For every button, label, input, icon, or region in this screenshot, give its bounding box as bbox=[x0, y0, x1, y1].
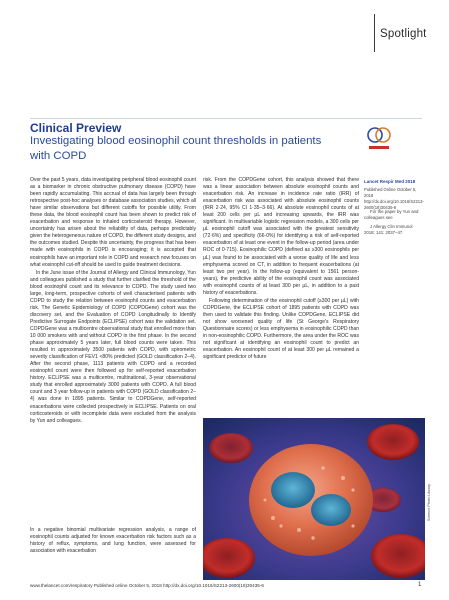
eosinophil-illustration bbox=[203, 418, 425, 580]
sidebar-meta: Published Online October 5, 2018 http://dx.doi.org/10.1016/S2213-2600(18)30435-6 bbox=[364, 187, 424, 210]
open-access-icon bbox=[366, 124, 392, 152]
image-credit: Science Photo Library bbox=[427, 484, 431, 522]
sidebar-ref: For the paper by Yun and colleagues see bbox=[364, 209, 419, 220]
header-rule bbox=[374, 14, 375, 52]
sidebar-refs bbox=[364, 209, 424, 239]
article-kicker: Clinical Preview bbox=[30, 121, 122, 135]
page-number: 1 bbox=[418, 582, 422, 588]
article-title: Investigating blood eosinophil count thresholds in patients with COPD bbox=[30, 135, 322, 162]
paragraph: Over the past 5 years, data investigating peripheral blood eosinophil count as a biomarker in chronic obstructive pulmonary disease (COPD) have been rapidly accumulating. This accrual of data has largely been through retrospective post-hoc analyses or database association studies, which all have similar observations but different cutoffs for possible utility. From these data, the blood eosinophil count has been shown to predict risk of exacerbation and response to inhaled corticosteroid therapy. However, uncertainty has arisen about the reliability of data, perhaps predictably given the heterogeneous nature of COPD, the different study designs, and the outcomes studied. Despite this uncertainty, the progress that has been made with eosinophils in COPD is encouraging; it is accepted that eosinophils have an important role in COPD and research now focuses on what eosinophil cut-off should be used to guide treatment decisions. bbox=[30, 177, 196, 268]
footer-text: www.thelancet.com/respiratory Published online October 5, 2018 http://dx.doi.org/10.1016/S2213-2600(18)30435-6 bbox=[30, 583, 264, 588]
kicker-divider bbox=[30, 118, 422, 119]
section-label: Spotlight bbox=[380, 28, 427, 40]
paragraph: In the June issue of the Journal of Allergy and Clinical Immunology, Yun and colleagues published a study that further clarified the threshold of the blood eosinophil count and its relevance to COPD. The study used two large, long-term, prospective cohorts of well characterised patients with COPD to study the relation between eosinophil counts and exacerbation risk. The Genetic Epidemiology of COPD (COPDGene) cohort was the discovery set, and the Evaluation of COPD Longitudinally to Identify Predictive Surrogate Endpoints (ECLIPSE) cohort was the validation set. COPDGene was a multicentre observational study that enrolled more than 10 000 smokers with and without COPD in the first phase. In the second phase approximately 5 years later, full blood counts were taken. This resulted in approximately 3500 patients with COPD, with spirometric severity classification of FEV1 <80% predicted (GOLD classification 2–4). After the second phase, 1113 patients with COPD and a recorded eosinophil count were then followed up for self-reported exacerbation history. ECLIPSE was a multicentre, multinational, 3-year observational study that enrolled approximately 3000 patients with COPD. A full blood count and 3 year follow-up in patients with COPD (GOLD classification 2–4) was done in 1895 patients. Similar to COPDGene, self-reported exacerbations were collected prospectively in ECLIPSE. Patients on oral corticosteroids or with incomplete data were excluded from the analysis by Yun and colleagues. bbox=[30, 269, 196, 424]
paragraph: Following determination of the eosinophil cutoff (≥300 per µL) with COPDGene, the ECLIPSE cohort of 1895 patients with COPD was then used to validate this finding. Unlike COPDGene, ECLIPSE did not show worsened quality of life (St George's Respiratory Questionnaire scores) or less emphysema in eosinophilic COPD than in non-eosinophilic COPD. Furthermore, the area under the ROC was not significant at identifying an eosinophil count to predict an exacerbation. An eosinophil count of at least 300 per µL remained a significant predictor of future bbox=[203, 297, 359, 361]
column-2 bbox=[203, 177, 359, 362]
paragraph: risk. From the COPDGene cohort, this analysis showed that there was a linear association between absolute eosinophil counts and exacerbation risk. An increase in incidence rate ratio (IRR) of exacerbation risk was associated with absolute eosinophil counts (IRR 2·24, 95% CI 1·35–3·66). At absolute eosinophil counts of at least 200 cells per µL and increasing upwards, the IRR was significant. In multivariable logistic regression models, a 300 cells per µL eosinophil cutoff was associated with the greatest sensitivity (72·6%) and specificity (66·0%) for identifying a risk of self-reported exacerbation of at least one event in the follow-up period (area under ROC of 0·715). Eosinophilic COPD (defined as ≥300 eosinophils per µL) was found to be associated with a worse quality of life and less emphysema scored on CT, in addition to frequent exacerbations (at least two per year). In the follow-up (equivalent to 1561 person-years), the predictive ability of the eosinophil count was associated with eosinophil counts of at least 300 per µL, in addition to a past history of exacerbations. bbox=[203, 177, 359, 296]
column-1 bbox=[30, 177, 196, 426]
sidebar-ref: J Allergy Clin Immunol 2018; 141: 2037–47 bbox=[364, 224, 413, 235]
sidebar-citation: Lancet Respir Med 2018 bbox=[364, 179, 416, 184]
paragraph: In a negative binomial multivariate regression analysis, a range of eosinophil counts adjusted for known exacerbation risk factors such as a history of reflux, symptoms, and lung function, were assessed for association with exacerbation bbox=[30, 527, 196, 555]
